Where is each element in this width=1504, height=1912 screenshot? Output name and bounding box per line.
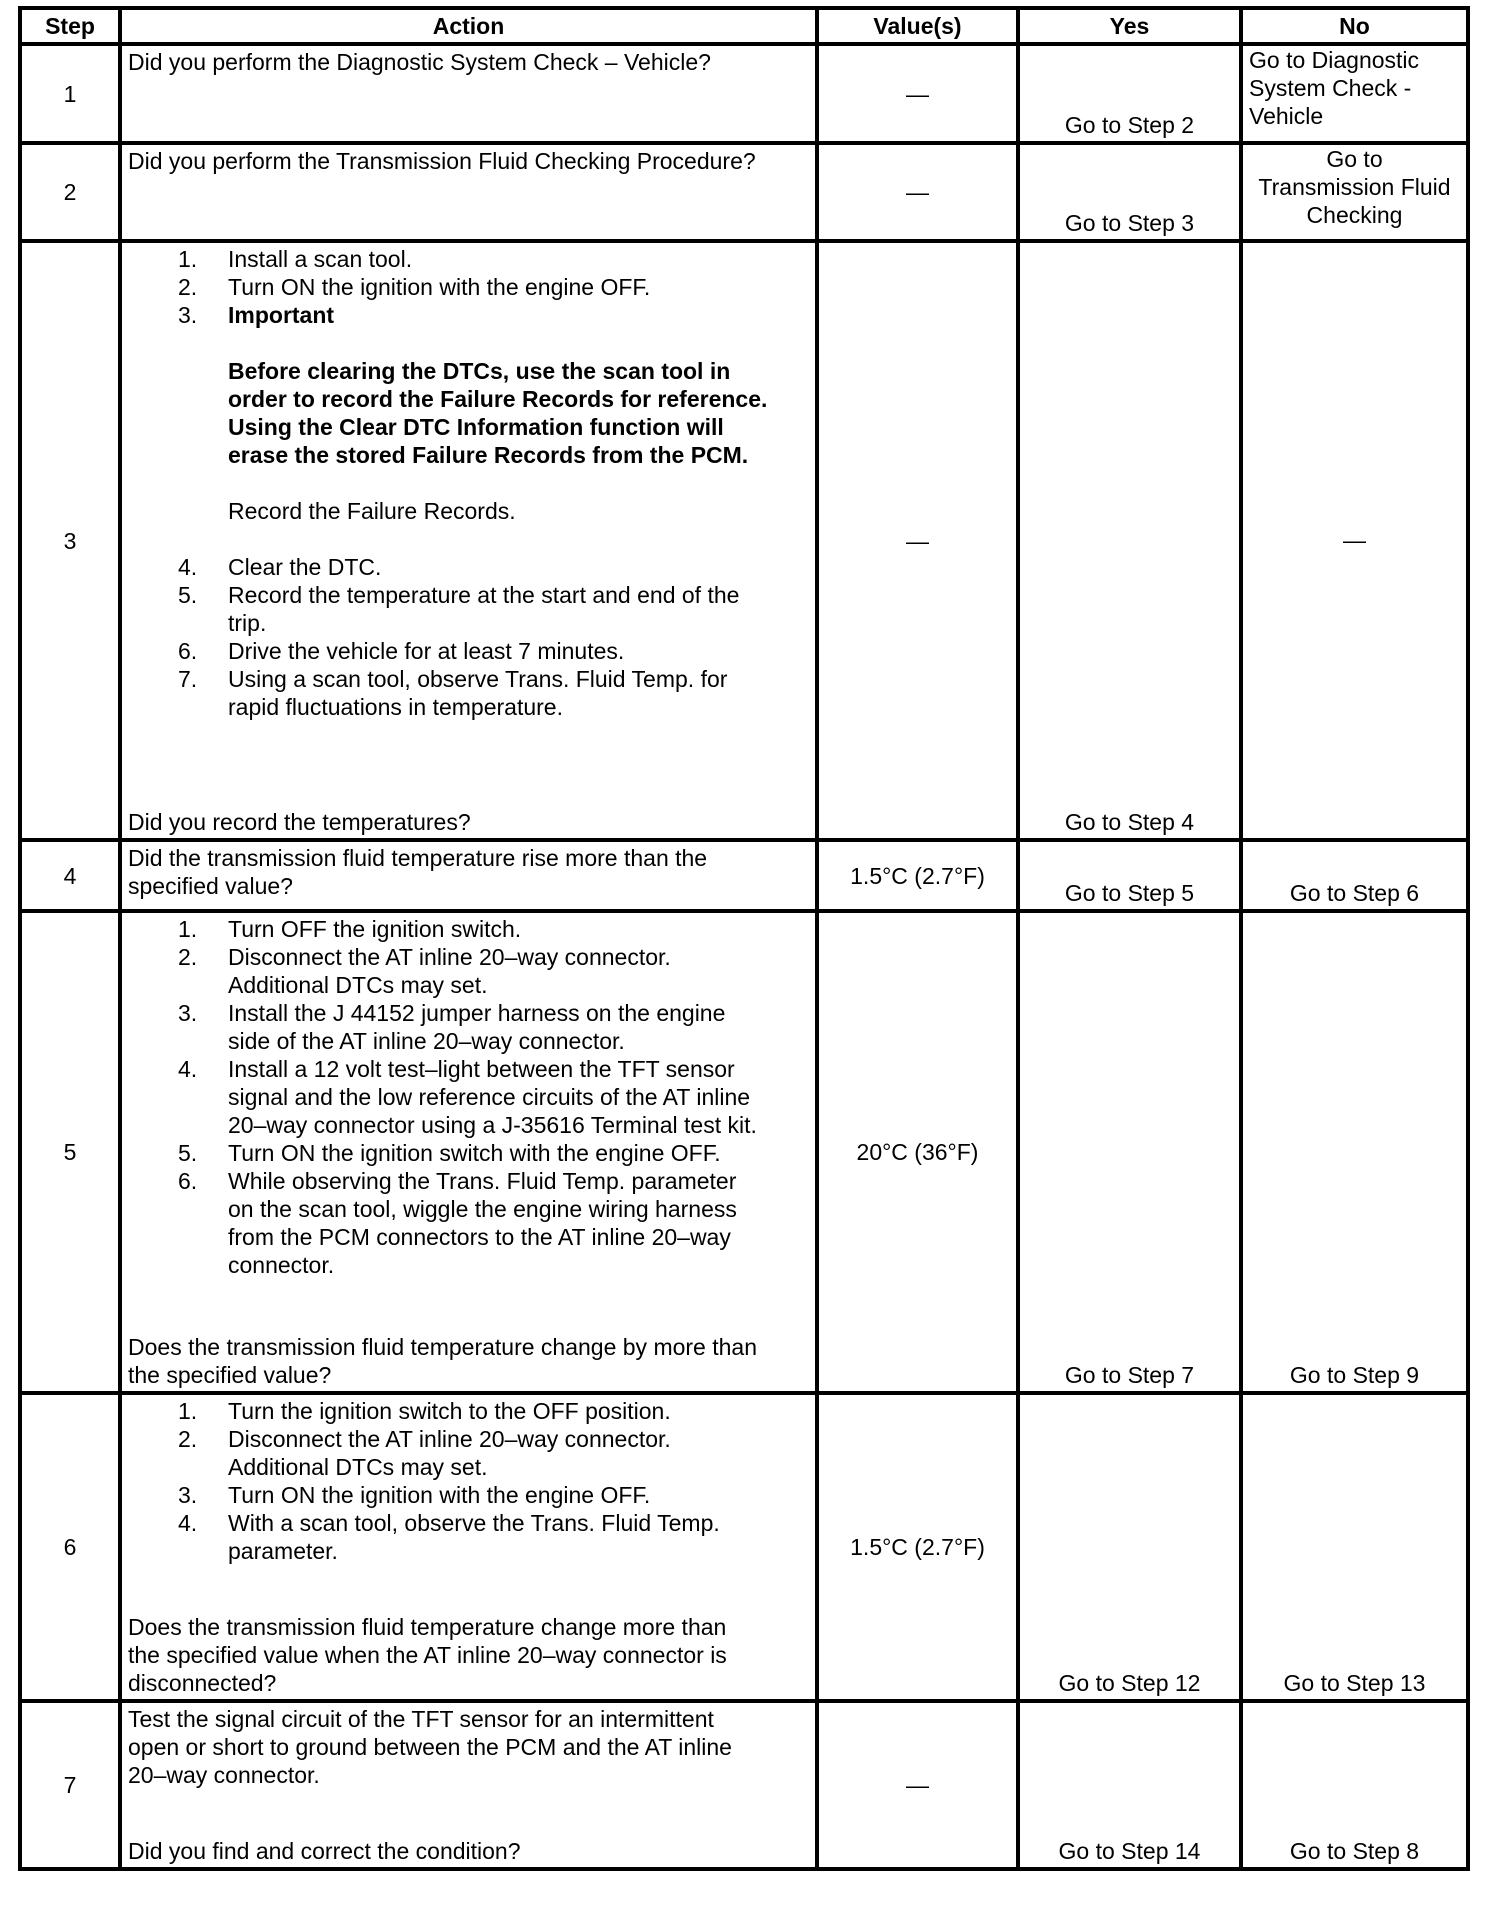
action-cell — [120, 1701, 817, 1869]
item-text: Using a scan tool, observe Trans. Fluid Temp. for rapid fluctuations in temperature. — [228, 666, 728, 720]
header-yes: Yes — [1018, 8, 1241, 44]
item-text: Install the J 44152 jumper harness on the engine side of the AT inline 20–way connector. — [228, 1000, 726, 1054]
item-number: 3. — [178, 302, 198, 328]
no-action: Go to Step 9 — [1241, 911, 1468, 1393]
item-number: 7. — [178, 666, 198, 692]
step-number: 6 — [20, 1393, 120, 1701]
action-content — [128, 48, 811, 139]
important-note: Before clearing the DTCs, use the scan tool in order to record the Failure Records for reference. Using the Clear DTC Information function will erase the stored Failure Records from the PCM. — [228, 358, 768, 468]
no-action: Go to Step 6 — [1241, 840, 1468, 911]
note-text: Record the Failure Records. — [228, 498, 516, 524]
action-content — [128, 1397, 811, 1697]
action-content — [128, 1705, 811, 1865]
action-text: Did you find and correct the condition? — [128, 1838, 521, 1864]
list-item — [128, 915, 811, 943]
value-cell: 20°C (36°F) — [817, 911, 1018, 1393]
list-item — [128, 301, 811, 329]
diagnostic-table — [18, 6, 1470, 1871]
item-text: Disconnect the AT inline 20–way connector. Additional DTCs may set. — [228, 944, 671, 998]
table-row — [20, 911, 1468, 1393]
yes-action: Go to Step 2 — [1018, 44, 1241, 143]
header-no: No — [1241, 8, 1468, 44]
no-action: Go to Step 8 — [1241, 1701, 1468, 1869]
item-number: 2. — [178, 1426, 198, 1452]
item-text: Turn ON the ignition with the engine OFF. — [228, 1482, 651, 1508]
item-number: 6. — [178, 638, 198, 664]
action-text: Did you perform the Transmission Fluid Checking Procedure? — [128, 148, 756, 174]
list-item — [128, 1481, 811, 1509]
value-cell: — — [817, 1701, 1018, 1869]
step-number: 2 — [20, 143, 120, 241]
action-text: Does the transmission fluid temperature change by more than the specified value? — [128, 1334, 757, 1388]
action-content — [128, 915, 811, 1389]
value-cell: — — [817, 44, 1018, 143]
list-item — [128, 553, 811, 581]
action-bottom — [128, 1613, 811, 1697]
action-text: Did you record the temperatures? — [128, 809, 471, 835]
action-top — [128, 48, 811, 76]
action-text: Did you perform the Diagnostic System Check – Vehicle? — [128, 49, 711, 75]
list-item — [128, 245, 811, 273]
action-top — [128, 147, 811, 175]
list-item — [128, 943, 811, 999]
header-action: Action — [120, 8, 817, 44]
no-action: Go to Diagnostic System Check - Vehicle — [1241, 44, 1468, 143]
action-bottom — [128, 1333, 811, 1389]
item-number: 1. — [178, 1398, 198, 1424]
action-text: Did the transmission fluid temperature rise more than the specified value? — [128, 845, 708, 899]
item-text: With a scan tool, observe the Trans. Fluid Temp. parameter. — [228, 1510, 720, 1564]
header-row — [20, 8, 1468, 44]
value-cell: — — [817, 241, 1018, 840]
item-number: 4. — [178, 1510, 198, 1536]
item-text: Disconnect the AT inline 20–way connector. Additional DTCs may set. — [228, 1426, 671, 1480]
item-text: Record the temperature at the start and end of the trip. — [228, 582, 740, 636]
item-number: 5. — [178, 582, 198, 608]
action-bottom — [128, 1837, 811, 1865]
step-number: 5 — [20, 911, 120, 1393]
yes-action: Go to Step 4 — [1018, 241, 1241, 840]
list-item — [128, 581, 811, 637]
action-cell — [120, 143, 817, 241]
item-number: 4. — [178, 1056, 198, 1082]
yes-action: Go to Step 7 — [1018, 911, 1241, 1393]
table-row — [20, 840, 1468, 911]
list-item — [128, 273, 811, 301]
list-item — [128, 1425, 811, 1481]
list-item — [128, 1509, 811, 1565]
item-text: Turn OFF the ignition switch. — [228, 916, 522, 942]
item-number: 5. — [178, 1140, 198, 1166]
list-item — [128, 999, 811, 1055]
list-item — [128, 637, 811, 665]
action-cell — [120, 241, 817, 840]
header-values: Value(s) — [817, 8, 1018, 44]
item-number: 1. — [178, 246, 198, 272]
action-bottom — [128, 808, 811, 836]
value-cell: — — [817, 143, 1018, 241]
action-top — [128, 915, 811, 1279]
yes-action: Go to Step 3 — [1018, 143, 1241, 241]
table-row — [20, 1393, 1468, 1701]
item-text: Install a 12 volt test–light between the TFT sensor signal and the low reference circuits of the AT inline 20–way connector using a J-35616 Terminal test kit. — [228, 1056, 757, 1138]
list-item — [128, 1139, 811, 1167]
list-item — [128, 1055, 811, 1139]
item-number: 4. — [178, 554, 198, 580]
item-text: Important — [228, 302, 335, 328]
item-number: 2. — [178, 274, 198, 300]
no-action: Go to Step 13 — [1241, 1393, 1468, 1701]
value-cell: 1.5°C (2.7°F) — [817, 840, 1018, 911]
header-step: Step — [20, 8, 120, 44]
value-cell: 1.5°C (2.7°F) — [817, 1393, 1018, 1701]
list-item — [128, 1397, 811, 1425]
action-text: Does the transmission fluid temperature change more than the specified value when the AT inline 20–way connector is disconnected? — [128, 1614, 727, 1696]
action-cell — [120, 911, 817, 1393]
action-cell — [120, 840, 817, 911]
table-row — [20, 1701, 1468, 1869]
action-top — [128, 245, 811, 721]
item-text: While observing the Trans. Fluid Temp. parameter on the scan tool, wiggle the engine wiring harness from the PCM connectors to the AT inline 20–way connector. — [228, 1168, 737, 1278]
table-row — [20, 44, 1468, 143]
item-number: 3. — [178, 1000, 198, 1026]
step-number: 4 — [20, 840, 120, 911]
action-content — [128, 245, 811, 836]
step-number: 7 — [20, 1701, 120, 1869]
item-text: Clear the DTC. — [228, 554, 382, 580]
item-number: 2. — [178, 944, 198, 970]
item-text: Drive the vehicle for at least 7 minutes. — [228, 638, 625, 664]
action-cell — [120, 1393, 817, 1701]
no-action: Go to Transmission Fluid Checking — [1241, 143, 1468, 241]
yes-action: Go to Step 14 — [1018, 1701, 1241, 1869]
action-top — [128, 1397, 811, 1565]
action-top — [128, 844, 811, 900]
action-top — [128, 1705, 811, 1789]
yes-action: Go to Step 12 — [1018, 1393, 1241, 1701]
list-item — [128, 665, 811, 721]
table-row — [20, 241, 1468, 840]
item-number: 3. — [178, 1482, 198, 1508]
action-content — [128, 844, 811, 907]
action-content — [128, 147, 811, 237]
item-text: Install a scan tool. — [228, 246, 413, 272]
step-number: 3 — [20, 241, 120, 840]
item-text: Turn the ignition switch to the OFF position. — [228, 1398, 671, 1424]
item-number: 1. — [178, 916, 198, 942]
yes-action: Go to Step 5 — [1018, 840, 1241, 911]
step-number: 1 — [20, 44, 120, 143]
action-text: Test the signal circuit of the TFT sensor for an intermittent open or short to ground between the PCM and the AT inline 20–way connector. — [128, 1706, 732, 1788]
action-cell — [120, 44, 817, 143]
no-action: — — [1241, 241, 1468, 840]
table-row — [20, 143, 1468, 241]
item-text: Turn ON the ignition switch with the engine OFF. — [228, 1140, 721, 1166]
list-item — [128, 1167, 811, 1279]
item-text: Turn ON the ignition with the engine OFF. — [228, 274, 651, 300]
item-number: 6. — [178, 1168, 198, 1194]
